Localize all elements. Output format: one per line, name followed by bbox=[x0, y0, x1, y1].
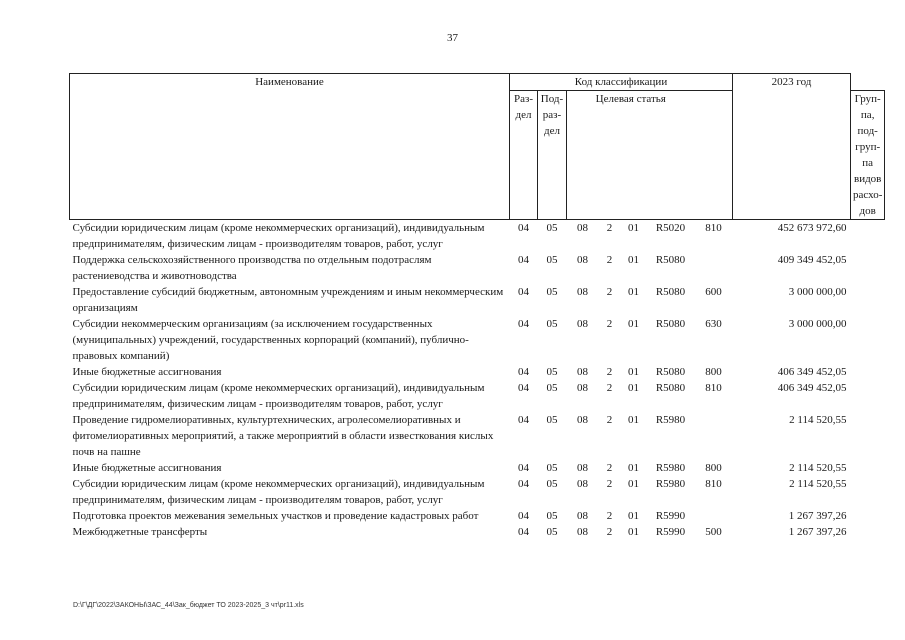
table-row bbox=[70, 252, 885, 284]
cell-razdel: 04 bbox=[518, 510, 529, 522]
cell-group: 500 bbox=[705, 526, 722, 538]
cell-t2: 2 bbox=[606, 382, 613, 394]
cell-name: Иные бюджетные ассигнования bbox=[72, 366, 222, 378]
cell-t4: R5990 bbox=[655, 510, 686, 522]
cell-t4: R5980 bbox=[655, 414, 686, 426]
cell-amount: 1 267 397,26 bbox=[788, 526, 847, 538]
cell-name: Субсидии некоммерческим организациям (за исключением государственных (муниципальных) учреждений, государственных корпораций (компаний), публично-правовых компаний) bbox=[72, 318, 469, 362]
cell-podrazdel: 05 bbox=[546, 366, 558, 378]
table-row bbox=[70, 364, 885, 380]
cell-t4: R5080 bbox=[655, 254, 686, 266]
cell-t4: R5980 bbox=[655, 478, 686, 490]
file-path-footer: D:\Г\ДГ\2022\ЗАКОНЫ\ЗАС_44\Зак_бюджет ТО 2023-2025_3 чт\pr11.xls bbox=[73, 602, 304, 609]
table-body bbox=[70, 220, 885, 541]
cell-name: Поддержка сельскохозяйственного производства по отдельным подотраслям растениеводства и животноводства bbox=[72, 254, 432, 282]
cell-t3: 01 bbox=[628, 222, 639, 234]
cell-t4: R5980 bbox=[655, 462, 686, 474]
cell-t1: 08 bbox=[577, 318, 588, 330]
cell-name: Иные бюджетные ассигнования bbox=[72, 462, 222, 474]
cell-name: Субсидии юридическим лицам (кроме некоммерческих организаций), индивидуальным предпринимателям, физическим лицам - производителям товаров, работ, услуг bbox=[72, 222, 485, 250]
cell-t3: 01 bbox=[628, 286, 639, 298]
cell-razdel: 04 bbox=[518, 366, 529, 378]
cell-t4: R5080 bbox=[655, 366, 686, 378]
header-target-extra bbox=[695, 91, 733, 220]
cell-t1: 08 bbox=[577, 462, 588, 474]
cell-razdel: 04 bbox=[518, 462, 529, 474]
cell-amount: 2 114 520,55 bbox=[789, 462, 847, 474]
cell-podrazdel: 05 bbox=[546, 382, 558, 394]
cell-t1: 08 bbox=[577, 222, 588, 234]
cell-razdel: 04 bbox=[518, 222, 529, 234]
cell-razdel: 04 bbox=[518, 382, 529, 394]
cell-t2: 2 bbox=[606, 414, 613, 426]
cell-t2: 2 bbox=[606, 462, 613, 474]
cell-t3: 01 bbox=[628, 254, 639, 266]
cell-name: Подготовка проектов межевания земельных участков и проведение кадастровых работ bbox=[72, 510, 479, 522]
cell-razdel: 04 bbox=[518, 526, 529, 538]
cell-podrazdel: 05 bbox=[546, 318, 558, 330]
cell-t2: 2 bbox=[606, 366, 613, 378]
cell-podrazdel: 05 bbox=[546, 286, 558, 298]
table-row bbox=[70, 524, 885, 540]
cell-group bbox=[695, 412, 733, 460]
cell-podrazdel: 05 bbox=[546, 222, 558, 234]
cell-razdel: 04 bbox=[518, 318, 529, 330]
cell-t4: R5080 bbox=[655, 318, 686, 330]
header-podrazdel: Под- раз- дел bbox=[538, 91, 567, 220]
cell-amount: 409 349 452,05 bbox=[777, 254, 847, 266]
cell-t2: 2 bbox=[606, 510, 613, 522]
cell-t3: 01 bbox=[628, 526, 639, 538]
cell-group: 810 bbox=[705, 222, 722, 234]
cell-t1: 08 bbox=[577, 286, 588, 298]
cell-t4: R5080 bbox=[655, 286, 686, 298]
cell-t3: 01 bbox=[628, 510, 639, 522]
cell-amount: 406 349 452,05 bbox=[777, 366, 847, 378]
cell-t3: 01 bbox=[628, 414, 639, 426]
cell-amount: 1 267 397,26 bbox=[788, 510, 847, 522]
cell-t2: 2 bbox=[606, 478, 613, 490]
cell-amount: 452 673 972,60 bbox=[777, 222, 847, 234]
table-row bbox=[70, 412, 885, 460]
page-number: 37 bbox=[447, 32, 458, 44]
header-group: Груп- па, под- груп- па видов расхо- дов bbox=[851, 91, 885, 220]
table-row bbox=[70, 284, 885, 316]
cell-t4: R5020 bbox=[655, 222, 686, 234]
cell-t2: 2 bbox=[606, 526, 613, 538]
cell-group: 800 bbox=[705, 462, 722, 474]
cell-t2: 2 bbox=[606, 318, 613, 330]
cell-podrazdel: 05 bbox=[546, 414, 558, 426]
header-razdel: Раз- дел bbox=[510, 91, 538, 220]
table-row bbox=[70, 508, 885, 524]
cell-t1: 08 bbox=[577, 478, 588, 490]
cell-podrazdel: 05 bbox=[546, 510, 558, 522]
cell-amount: 3 000 000,00 bbox=[788, 286, 847, 298]
cell-t3: 01 bbox=[628, 478, 639, 490]
cell-podrazdel: 05 bbox=[546, 462, 558, 474]
cell-razdel: 04 bbox=[518, 254, 529, 266]
cell-podrazdel: 05 bbox=[546, 254, 558, 266]
cell-group: 630 bbox=[705, 318, 722, 330]
cell-name: Субсидии юридическим лицам (кроме некоммерческих организаций), индивидуальным предпринимателям, физическим лицам - производителям товаров, работ, услуг bbox=[72, 382, 485, 410]
cell-group: 600 bbox=[705, 286, 722, 298]
cell-t3: 01 bbox=[628, 382, 639, 394]
table-row bbox=[70, 220, 885, 253]
cell-group: 810 bbox=[705, 382, 722, 394]
cell-amount: 3 000 000,00 bbox=[788, 318, 847, 330]
cell-t1: 08 bbox=[577, 254, 588, 266]
cell-podrazdel: 05 bbox=[546, 478, 558, 490]
header-year: 2023 год bbox=[733, 74, 851, 220]
cell-group bbox=[695, 252, 733, 284]
cell-t1: 08 bbox=[577, 526, 588, 538]
cell-t3: 01 bbox=[628, 462, 639, 474]
cell-t2: 2 bbox=[606, 222, 613, 234]
cell-razdel: 04 bbox=[518, 478, 529, 490]
table-row bbox=[70, 380, 885, 412]
cell-amount: 2 114 520,55 bbox=[789, 478, 847, 490]
cell-group bbox=[695, 508, 733, 524]
cell-razdel: 04 bbox=[518, 286, 529, 298]
cell-amount: 2 114 520,55 bbox=[789, 414, 847, 426]
cell-t4: R5990 bbox=[655, 526, 686, 538]
cell-group: 810 bbox=[705, 478, 722, 490]
cell-name: Субсидии юридическим лицам (кроме некоммерческих организаций), индивидуальным предпринимателям, физическим лицам - производителям товаров, работ, услуг bbox=[72, 478, 485, 506]
table-row bbox=[70, 460, 885, 476]
cell-t1: 08 bbox=[577, 366, 588, 378]
cell-podrazdel: 05 bbox=[546, 526, 558, 538]
cell-t3: 01 bbox=[628, 366, 639, 378]
cell-name: Межбюджетные трансферты bbox=[72, 526, 208, 538]
table-row bbox=[70, 476, 885, 508]
cell-name: Предоставление субсидий бюджетным, автономным учреждениям и иным некоммерческим организациям bbox=[72, 286, 504, 314]
table-row bbox=[70, 316, 885, 364]
cell-t2: 2 bbox=[606, 286, 613, 298]
cell-t4: R5080 bbox=[655, 382, 686, 394]
header-code: Код классификации bbox=[510, 74, 733, 91]
cell-t3: 01 bbox=[628, 318, 639, 330]
cell-t1: 08 bbox=[577, 382, 588, 394]
budget-table bbox=[69, 73, 885, 540]
cell-razdel: 04 bbox=[518, 414, 529, 426]
header-target: Целевая статья bbox=[567, 91, 695, 220]
cell-t1: 08 bbox=[577, 414, 588, 426]
header-name: Наименование bbox=[70, 74, 510, 220]
cell-amount: 406 349 452,05 bbox=[777, 382, 847, 394]
cell-t1: 08 bbox=[577, 510, 588, 522]
cell-group: 800 bbox=[705, 366, 722, 378]
cell-name: Проведение гидромелиоративных, культуртехнических, агролесомелиоративных и фитомелиоративных мероприятий, а также мероприятий в области известкования кислых почв на пашне bbox=[72, 414, 494, 458]
cell-t2: 2 bbox=[606, 254, 613, 266]
